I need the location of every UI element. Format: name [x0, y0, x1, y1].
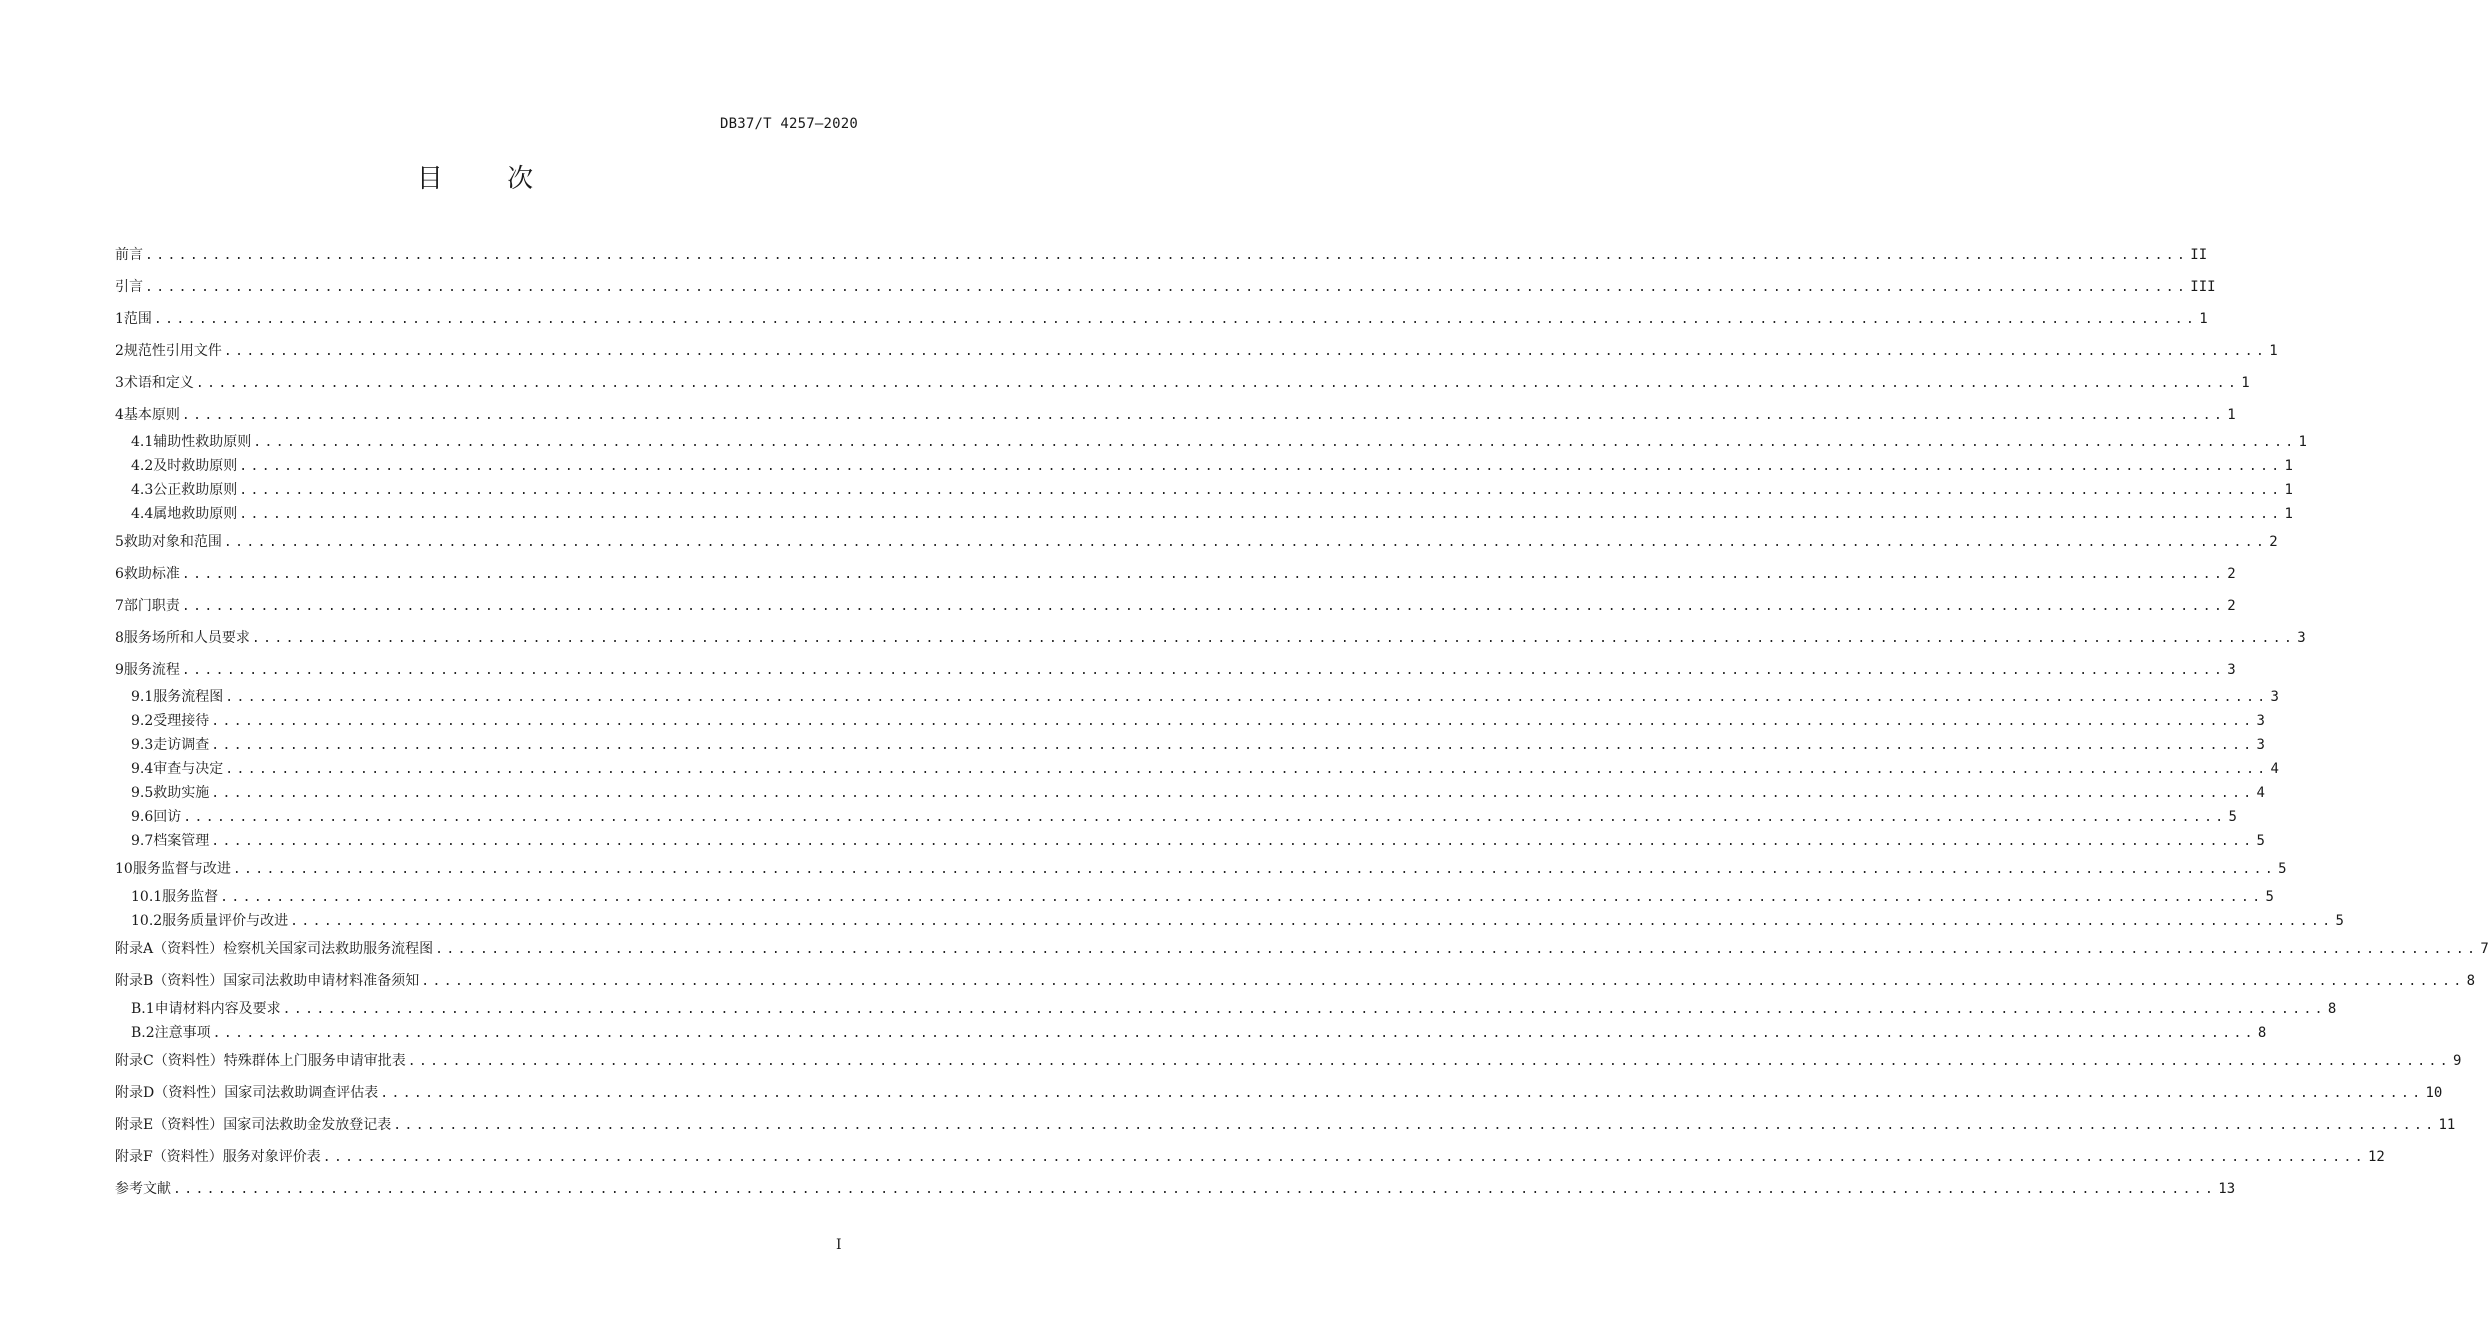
dot-leader: ...................................................................................................................................................................................... — [181, 408, 2226, 423]
toc-label: 范围 — [123, 311, 152, 327]
page-number: I — [836, 1237, 842, 1253]
toc-label: 辅助性救助原则 — [153, 434, 252, 450]
toc-page: 3 — [2270, 689, 2279, 705]
toc-label: 部门职责 — [123, 598, 180, 614]
toc-page: 1 — [2284, 458, 2293, 474]
toc-page: 4 — [2270, 761, 2279, 777]
toc-page: 9 — [2452, 1053, 2462, 1069]
dot-leader: ...................................................................................................................................................................................... — [421, 974, 2465, 989]
dot-leader: ...................................................................................................................................................................................... — [225, 762, 2269, 777]
toc-label: 国家司法救助调查评估表 — [224, 1085, 379, 1101]
dot-leader: ...................................................................................................................................................................................... — [145, 248, 2189, 263]
toc-number: 9.1 — [131, 689, 154, 705]
toc-number: 4.2 — [131, 458, 154, 474]
toc-page: 13 — [2218, 1181, 2236, 1197]
toc-page: 10 — [2425, 1085, 2443, 1101]
toc-entry-1[interactable] — [115, 309, 2208, 329]
toc-entry-9-3[interactable] — [131, 735, 2265, 755]
toc-label: 服务监督 — [162, 889, 219, 905]
toc-entry-10-2[interactable] — [131, 911, 2344, 931]
dot-leader: ...................................................................................................................................................................................... — [282, 1002, 2326, 1017]
toc-label: 术语和定义 — [123, 375, 194, 391]
standard-code: DB37/T 4257—2020 — [719, 116, 858, 132]
toc-page: 8 — [2466, 973, 2475, 989]
toc-label: 引言 — [115, 279, 143, 295]
toc-label: 检察机关国家司法救助服务流程图 — [223, 941, 434, 957]
dot-leader: ...................................................................................................................................................................................... — [232, 862, 2277, 877]
toc-label: 前言 — [115, 247, 143, 263]
toc-page: 3 — [2256, 713, 2265, 729]
toc-label: 走访调查 — [153, 737, 210, 753]
toc-entry-b-2[interactable] — [131, 1023, 2267, 1043]
dot-leader: ...................................................................................................................................................................................... — [225, 690, 2269, 705]
toc-number: 附录E（资料性） — [115, 1117, 224, 1133]
toc-number: 9.7 — [131, 833, 154, 849]
toc-number: 4 — [115, 407, 124, 423]
toc-number: 6 — [115, 566, 124, 582]
toc-entry-4-1[interactable] — [131, 432, 2307, 452]
toc-page: 5 — [2265, 889, 2274, 905]
toc-number: 3 — [115, 375, 124, 391]
dot-leader: ...................................................................................................................................................................................... — [173, 1182, 2217, 1197]
dot-leader: ...................................................................................................................................................................................... — [211, 738, 2255, 753]
toc-entry-appendix-c[interactable] — [115, 1051, 2462, 1071]
toc-entry-9-5[interactable] — [131, 783, 2265, 803]
toc-label: 救助实施 — [153, 785, 210, 801]
toc-label: 注意事项 — [154, 1025, 211, 1041]
toc-page: 1 — [2227, 407, 2236, 423]
toc-page: 8 — [2327, 1001, 2337, 1017]
toc-number: 9.6 — [131, 809, 154, 825]
toc-page: 5 — [2256, 833, 2265, 849]
toc-number: 10.2 — [131, 913, 163, 929]
dot-leader: ...................................................................................................................................................................................... — [239, 507, 2283, 522]
toc-label: 及时救助原则 — [153, 458, 238, 474]
toc-number: 7 — [115, 598, 124, 614]
toc-entry-9-1[interactable] — [131, 687, 2279, 707]
dot-leader: ...................................................................................................................................................................................... — [181, 599, 2226, 614]
toc-page: 7 — [2480, 941, 2489, 957]
dot-leader: ...................................................................................................................................................................................... — [153, 312, 2198, 327]
toc-number: 9.3 — [131, 737, 154, 753]
toc-label: 服务监督与改进 — [132, 861, 231, 877]
toc-page: 3 — [2227, 662, 2236, 678]
dot-leader: ...................................................................................................................................................................................... — [407, 1054, 2451, 1069]
toc-entry-10-1[interactable] — [131, 887, 2274, 907]
toc-page: 1 — [2241, 375, 2250, 391]
dot-leader: ...................................................................................................................................................................................... — [181, 663, 2226, 678]
toc-number: 附录B（资料性） — [115, 973, 224, 989]
dot-leader: ...................................................................................................................................................................................... — [145, 280, 2189, 295]
toc-page: 1 — [2298, 434, 2307, 450]
toc-page: 1 — [2284, 506, 2293, 522]
dot-leader: ...................................................................................................................................................................................... — [251, 631, 2296, 646]
toc-number: 5 — [115, 534, 124, 550]
toc-entry-introduction[interactable] — [115, 277, 2216, 297]
toc-entry-6[interactable] — [115, 564, 2236, 584]
toc-number: 附录D（资料性） — [115, 1085, 225, 1101]
dot-leader: ...................................................................................................................................................................................... — [393, 1118, 2437, 1133]
toc-label: 救助标准 — [123, 566, 180, 582]
toc-number: 4.3 — [131, 482, 154, 498]
toc-entry-4-3[interactable] — [131, 480, 2293, 500]
toc-entry-4[interactable] — [115, 405, 2236, 425]
toc-page: II — [2190, 247, 2208, 263]
toc-entry-appendix-e[interactable] — [115, 1115, 2456, 1135]
toc-number: 4.1 — [131, 434, 154, 450]
dot-leader: ...................................................................................................................................................................................... — [220, 890, 2264, 905]
toc-entry-appendix-f[interactable] — [115, 1147, 2385, 1167]
dot-leader: ...................................................................................................................................................................................... — [181, 567, 2226, 582]
dot-leader: ...................................................................................................................................................................................... — [290, 914, 2334, 929]
toc-entry-references[interactable] — [115, 1179, 2236, 1199]
toc-number: 9.5 — [131, 785, 154, 801]
toc-number: B.2 — [131, 1025, 155, 1041]
toc-label: 国家司法救助申请材料准备须知 — [223, 973, 420, 989]
toc-label: 服务流程图 — [153, 689, 224, 705]
toc-entry-2[interactable] — [115, 341, 2278, 361]
toc-page: 3 — [2256, 737, 2265, 753]
toc-label: 特殊群体上门服务申请审批表 — [223, 1053, 406, 1069]
dot-leader: ...................................................................................................................................................................................... — [223, 535, 2268, 550]
toc-label: 公正救助原则 — [153, 482, 238, 498]
toc-number: 2 — [115, 343, 124, 359]
dot-leader: ...................................................................................................................................................................................... — [212, 1026, 2256, 1041]
toc-label: 基本原则 — [123, 407, 180, 423]
toc-page: 4 — [2256, 785, 2265, 801]
toc-page: 1 — [2269, 343, 2278, 359]
toc-label: 参考文献 — [115, 1181, 171, 1197]
toc-entry-5[interactable] — [115, 532, 2278, 552]
toc-number: 10.1 — [131, 889, 163, 905]
toc-label: 国家司法救助金发放登记表 — [223, 1117, 392, 1133]
dot-leader: ...................................................................................................................................................................................... — [223, 344, 2268, 359]
toc-number: 9.2 — [131, 713, 154, 729]
dot-leader: ...................................................................................................................................................................................... — [239, 459, 2283, 474]
dot-leader: ...................................................................................................................................................................................... — [322, 1150, 2366, 1165]
toc-entry-b-1[interactable] — [131, 999, 2337, 1019]
toc-page: 5 — [2278, 861, 2287, 877]
toc-page: 11 — [2438, 1117, 2456, 1133]
toc-page: 5 — [2335, 913, 2344, 929]
toc-number: 附录F（资料性） — [115, 1149, 223, 1165]
toc-number: 10 — [115, 861, 133, 877]
toc-label: 服务流程 — [123, 662, 180, 678]
toc-number: B.1 — [131, 1001, 155, 1017]
toc-label: 服务对象评价表 — [222, 1149, 321, 1165]
toc-entry-10[interactable] — [115, 859, 2287, 879]
toc-page: 1 — [2284, 482, 2293, 498]
dot-leader: ...................................................................................................................................................................................... — [253, 435, 2297, 450]
toc-page: 12 — [2367, 1149, 2385, 1165]
page-title: 目 次 — [416, 164, 562, 194]
toc-label: 申请材料内容及要求 — [154, 1001, 281, 1017]
toc-label: 审查与决定 — [153, 761, 224, 777]
toc-page: 2 — [2227, 598, 2236, 614]
toc-label: 回访 — [153, 809, 182, 825]
toc-entry-appendix-b[interactable] — [115, 971, 2475, 991]
toc-page: 5 — [2228, 809, 2237, 825]
toc-page: 2 — [2269, 534, 2278, 550]
toc-entry-appendix-a[interactable] — [115, 939, 2489, 959]
dot-leader: ...................................................................................................................................................................................... — [435, 942, 2479, 957]
toc-label: 规范性引用文件 — [123, 343, 222, 359]
dot-leader: ...................................................................................................................................................................................... — [380, 1086, 2424, 1101]
dot-leader: ...................................................................................................................................................................................... — [211, 714, 2255, 729]
toc-page: 3 — [2297, 630, 2306, 646]
toc-page: III — [2190, 279, 2216, 295]
toc-entry-4-2[interactable] — [131, 456, 2293, 476]
toc-entry-appendix-d[interactable] — [115, 1083, 2443, 1103]
toc-number: 附录A（资料性） — [115, 941, 224, 957]
toc-entry-foreword[interactable] — [115, 245, 2208, 265]
toc-entry-9-2[interactable] — [131, 711, 2265, 731]
toc-entry-4-4[interactable] — [131, 504, 2293, 524]
toc-entry-9-6[interactable] — [131, 807, 2237, 827]
toc-number: 8 — [115, 630, 124, 646]
dot-leader: ...................................................................................................................................................................................... — [211, 834, 2255, 849]
toc-label: 档案管理 — [153, 833, 210, 849]
toc-label: 受理接待 — [153, 713, 210, 729]
toc-entry-3[interactable] — [115, 373, 2250, 393]
dot-leader: ...................................................................................................................................................................................... — [239, 483, 2283, 498]
toc-number: 附录C（资料性） — [115, 1053, 224, 1069]
toc-label: 服务质量评价与改进 — [162, 913, 289, 929]
toc-entry-9-4[interactable] — [131, 759, 2279, 779]
toc-entry-7[interactable] — [115, 596, 2236, 616]
toc-number: 4.4 — [131, 506, 154, 522]
toc-label: 服务场所和人员要求 — [123, 630, 250, 646]
toc-number: 1 — [115, 311, 124, 327]
toc-page: 2 — [2227, 566, 2236, 582]
toc-page: 1 — [2199, 311, 2208, 327]
toc-number: 9 — [115, 662, 124, 678]
toc-entry-9-7[interactable] — [131, 831, 2265, 851]
toc-number: 9.4 — [131, 761, 154, 777]
toc-label: 救助对象和范围 — [123, 534, 222, 550]
toc-entry-9[interactable] — [115, 660, 2236, 680]
toc-label: 属地救助原则 — [153, 506, 238, 522]
toc-page: 8 — [2257, 1025, 2267, 1041]
dot-leader: ...................................................................................................................................................................................... — [195, 376, 2240, 391]
dot-leader: ...................................................................................................................................................................................... — [211, 786, 2255, 801]
dot-leader: ...................................................................................................................................................................................... — [183, 810, 2227, 825]
toc-entry-8[interactable] — [115, 628, 2306, 648]
